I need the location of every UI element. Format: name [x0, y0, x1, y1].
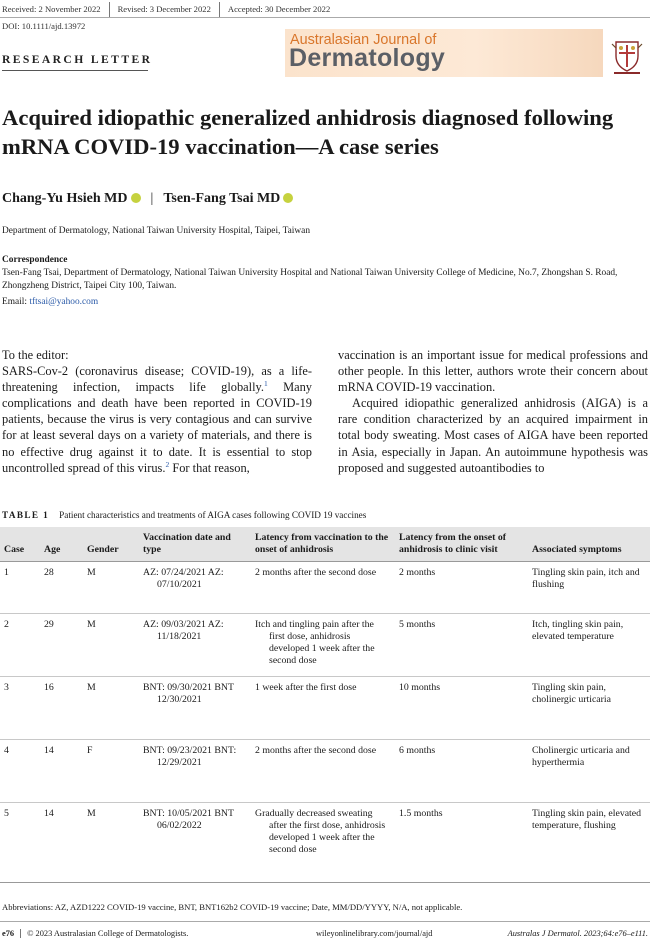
table-row — [0, 561, 650, 613]
cell-gender: F — [83, 739, 139, 802]
email-link[interactable]: tftsai@yahoo.com — [29, 297, 99, 307]
cell-latency-visit: 2 months — [395, 561, 528, 613]
copyright: © 2023 Australasian College of Dermatologists. — [27, 928, 189, 938]
table-row — [0, 739, 650, 802]
table-row — [0, 676, 650, 739]
cell-vaccination: AZ: 07/24/2021 AZ: 07/10/2021 — [139, 561, 251, 613]
reference-1-link[interactable]: 1 — [264, 379, 268, 389]
cell-latency-visit: 6 months — [395, 739, 528, 802]
table-caption-text: Patient characteristics and treatments of AIGA cases following COVID 19 vaccines — [59, 510, 367, 520]
cell-gender: M — [83, 613, 139, 676]
cell-latency-onset: 2 months after the second dose — [251, 739, 395, 802]
author-separator: | — [150, 191, 154, 206]
table-row — [0, 613, 650, 676]
journal-website-link[interactable]: wileyonlinelibrary.com/journal/ajd — [316, 928, 433, 938]
page-footer — [0, 926, 650, 940]
header-case: Case — [0, 527, 40, 561]
paragraph-3: Acquired idiopathic generalized anhidrosis (AIGA) is a rare condition characterized by an acquired impairment in total body sweating. Most cases of AIGA have been reported in Asia, especially in Japan. An autoimmune hypothesis was proposed and suggested autoantibodies to — [338, 396, 648, 475]
cell-case: 4 — [0, 739, 40, 802]
journal-title-line1: Australasian Journal of — [290, 32, 437, 48]
reference-2-link[interactable]: 2 — [165, 459, 170, 469]
email-label: Email: — [2, 297, 27, 307]
revised-date: Revised: 3 December 2022 — [110, 2, 220, 18]
college-crest-icon — [608, 36, 646, 76]
doi-link[interactable]: DOI: 10.1111/ajd.13972 — [2, 21, 86, 31]
body-column-left — [2, 347, 312, 476]
cell-case: 1 — [0, 561, 40, 613]
orcid-icon[interactable] — [283, 193, 293, 203]
author-hsieh[interactable]: Chang-Yu Hsieh MD — [2, 191, 128, 206]
author-tsai[interactable]: Tsen-Fang Tsai MD — [163, 191, 281, 206]
table-label: TABLE 1 — [2, 510, 50, 520]
cell-vaccination: BNT: 09/30/2021 BNT 12/30/2021 — [139, 676, 251, 739]
cell-latency-onset: Gradually decreased sweating after the first dose, anhidrosis developed 1 week after the second dose — [251, 802, 395, 882]
bottom-rule — [0, 921, 650, 922]
top-rule — [0, 17, 650, 18]
cell-latency-onset: 1 week after the first dose — [251, 676, 395, 739]
section-label: RESEARCH LETTER — [2, 53, 153, 66]
email-line — [2, 297, 98, 307]
cell-gender: M — [83, 676, 139, 739]
header-vaccination: Vaccination date and type — [139, 527, 251, 561]
cell-latency-visit: 1.5 months — [395, 802, 528, 882]
citation: Australas J Dermatol. 2023;64:e76–e111. — [507, 928, 648, 938]
cell-latency-visit: 10 months — [395, 676, 528, 739]
correspondence-heading: Correspondence — [2, 255, 68, 265]
article-dates — [2, 2, 338, 18]
cell-symptoms: Tingling skin pain, elevated temperature, flushing — [528, 802, 650, 882]
paragraph-1: SARS-Cov-2 (coronavirus disease; COVID-19), as a life-threatening infection, impacts life globally.$^1$ Many complications and death have been reported in COVID-19 patients, because the virus is very contagious and can survive for at least several days on a variety of materials, and there is no effective drug against it to date. It is essential to stop uncontrolled spread of this virus.$^2$ For that reason, — [2, 364, 312, 475]
table-row — [0, 802, 650, 882]
paragraph-2: vaccination is an important issue for medical professions and other people. In this letter, authors wrote their concern about mRNA COVID-19 vaccination. — [338, 348, 648, 395]
header-latency-onset: Latency from vaccination to the onset of anhidrosis — [251, 527, 395, 561]
page-number: e76 — [0, 929, 21, 938]
cell-age: 14 — [40, 739, 83, 802]
cell-vaccination: AZ: 09/03/2021 AZ: 11/18/2021 — [139, 613, 251, 676]
cell-latency-onset: 2 months after the second dose — [251, 561, 395, 613]
journal-title-line2: Dermatology — [289, 44, 446, 72]
cell-case: 2 — [0, 613, 40, 676]
cell-symptoms: Itch, tingling skin pain, elevated temperature — [528, 613, 650, 676]
cell-symptoms: Tingling skin pain, itch and flushing — [528, 561, 650, 613]
cell-vaccination: BNT: 09/23/2021 BNT: 12/29/2021 — [139, 739, 251, 802]
cell-latency-visit: 5 months — [395, 613, 528, 676]
header-gender: Gender — [83, 527, 139, 561]
orcid-icon[interactable] — [131, 193, 141, 203]
cell-gender: M — [83, 802, 139, 882]
table-caption — [2, 510, 366, 520]
header-symptoms: Associated symptoms — [528, 527, 650, 561]
table-header-row — [0, 527, 650, 561]
cell-age: 14 — [40, 802, 83, 882]
cell-age: 28 — [40, 561, 83, 613]
article-title: Acquired idiopathic generalized anhidrosis diagnosed following mRNA COVID-19 vaccination—A case series — [2, 105, 614, 159]
author-list — [2, 191, 293, 207]
header-age: Age — [40, 527, 83, 561]
cell-case: 5 — [0, 802, 40, 882]
cell-age: 16 — [40, 676, 83, 739]
affiliation: Department of Dermatology, National Taiwan University Hospital, Taipei, Taiwan — [2, 226, 311, 236]
cell-age: 29 — [40, 613, 83, 676]
received-date: Received: 2 November 2022 — [2, 2, 110, 18]
body-column-right — [338, 347, 648, 476]
header-latency-visit: Latency from the onset of anhidrosis to clinic visit — [395, 527, 528, 561]
cell-gender: M — [83, 561, 139, 613]
accepted-date: Accepted: 30 December 2022 — [227, 4, 331, 14]
salutation: To the editor: — [2, 348, 69, 362]
correspondence-address: Tsen-Fang Tsai, Department of Dermatology, National Taiwan University Hospital and National Taiwan University College of Medicine, No.7, Zhongshan S. Road, Zhongzheng District, Taipei City 100, Taiwan. — [2, 268, 618, 291]
section-rule — [2, 70, 148, 71]
table-abbreviations: Abbreviations: AZ, AZD1222 COVID-19 vaccine, BNT, BNT162b2 COVID-19 vaccine; Date, MM/DD/YYYY, N/A, not applicable. — [2, 902, 463, 912]
cell-case: 3 — [0, 676, 40, 739]
cell-symptoms: Cholinergic urticaria and hyperthermia — [528, 739, 650, 802]
cell-vaccination: BNT: 10/05/2021 BNT 06/02/2022 — [139, 802, 251, 882]
patient-table — [0, 527, 650, 883]
cell-symptoms: Tingling skin pain, cholinergic urticaria — [528, 676, 650, 739]
cell-latency-onset: Itch and tingling pain after the first dose, anhidrosis developed 1 week after the second dose — [251, 613, 395, 676]
